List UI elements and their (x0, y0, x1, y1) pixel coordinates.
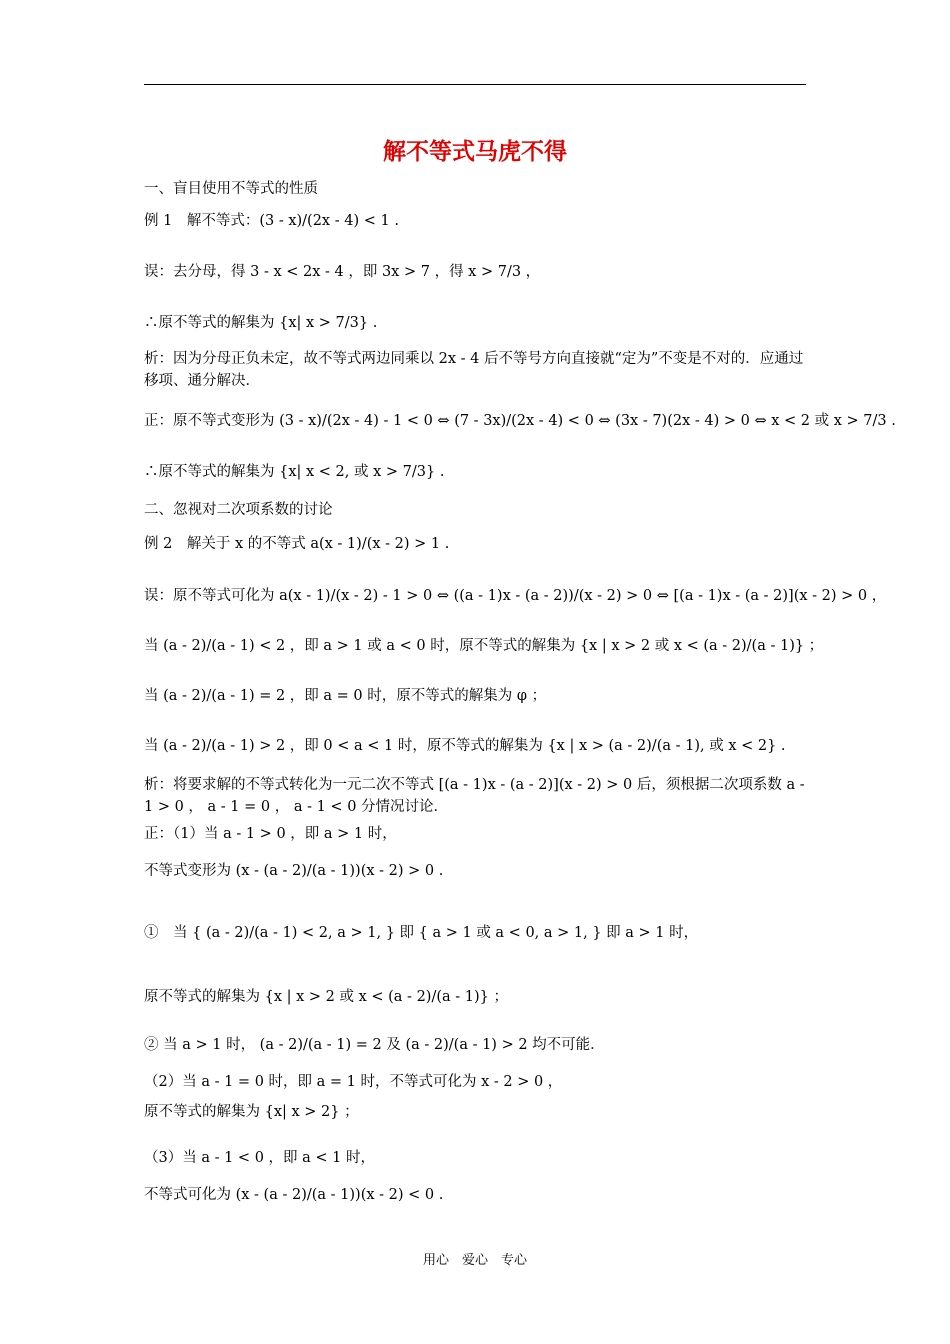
text-line-l03: 误：去分母，得 3 - x < 2x - 4 ，即 3x > 7 ，得 x > 7/3 ， (144, 264, 541, 280)
text-line-l19: ② 当 a > 1 时， (a - 2)/(a - 1) = 2 及 (a - 2)/(a - 1) > 2 均不可能． (144, 1037, 605, 1053)
page-footer: 用心 爱心 专心 (422, 1253, 527, 1268)
text-line-l21: 原不等式的解集为 {x| x > 2} ； (144, 1104, 359, 1120)
text-line-l06: 正：原不等式变形为 (3 - x)/(2x - 4) - 1 < 0 ⇔ (7 - 3x)/(2x - 4) < 0 ⇔ (3x - 7)(2x - 4) > 0 ⇔ x < 2 或 x > 7/3 . (144, 413, 896, 429)
text-line-l18: 原不等式的解集为 {x | x > 2 或 x < (a - 2)/(a - 1)} ； (144, 989, 508, 1005)
text-line-l17: ① 当 { (a - 2)/(a - 1) < 2, a > 1, } 即 { a > 1 或 a < 0, a > 1, } 即 a > 1 时， (144, 925, 699, 941)
text-line-l22: （3）当 a - 1 < 0 ，即 a < 1 时， (144, 1150, 375, 1166)
header-rule (144, 84, 806, 85)
text-line-l11: 当 (a - 2)/(a - 1) < 2 ，即 a > 1 或 a < 0 时，原不等式的解集为 {x | x > 2 或 x < (a - 2)/(a - 1)} ； (144, 638, 824, 654)
text-line-l23: 不等式可化为 (x - (a - 2)/(a - 1))(x - 2) < 0 . (144, 1187, 444, 1203)
text-line-l09: 例 2 解关于 x 的不等式 a(x - 1)/(x - 2) > 1 . (144, 536, 450, 552)
text-line-l07: ∴原不等式的解集为 {x| x < 2, 或 x > 7/3} . (144, 464, 445, 480)
text-line-l05: 析：因为分母正负未定，故不等式两边同乘以 2x - 4 后不等号方向直接就“定为”不变是不对的．应通过移项、通分解决． (144, 351, 804, 389)
text-line-l13: 当 (a - 2)/(a - 1) > 2 ，即 0 < a < 1 时，原不等式的解集为 {x | x > (a - 2)/(a - 1), 或 x < 2} . (144, 738, 786, 754)
text-line-l20: （2）当 a - 1 = 0 时，即 a = 1 时，不等式可化为 x - 2 > 0 ， (144, 1074, 563, 1090)
text-line-l15: 正：（1）当 a - 1 > 0 ，即 a > 1 时， (144, 826, 397, 842)
text-line-l16: 不等式变形为 (x - (a - 2)/(a - 1))(x - 2) > 0 . (144, 863, 444, 879)
text-line-l10: 误：原不等式可化为 a(x - 1)/(x - 2) - 1 > 0 ⇔ ((a - 1)x - (a - 2))/(x - 2) > 0 ⇔ [(a - 1)x - (a - 2)](x - 2) > 0 ， (144, 588, 887, 604)
text-line-l04: ∴原不等式的解集为 {x| x > 7/3} . (144, 315, 378, 331)
document-title: 解不等式马虎不得 (383, 139, 567, 165)
text-line-l02: 例 1 解不等式：(3 - x)/(2x - 4) < 1 . (144, 213, 399, 229)
text-line-l14: 析：将要求解的不等式转化为一元二次不等式 [(a - 1)x - (a - 2)](x - 2) > 0 后，须根据二次项系数 a - 1 > 0 ， a - 1 = 0 ， a - 1 < 0 分情况讨论． (144, 777, 805, 815)
text-line-l01: 一、盲目使用不等式的性质 (144, 181, 318, 197)
text-line-l08: 二、忽视对二次项系数的讨论 (144, 502, 333, 518)
text-line-l12: 当 (a - 2)/(a - 1) = 2 ，即 a = 0 时，原不等式的解集为 φ ； (144, 688, 547, 704)
